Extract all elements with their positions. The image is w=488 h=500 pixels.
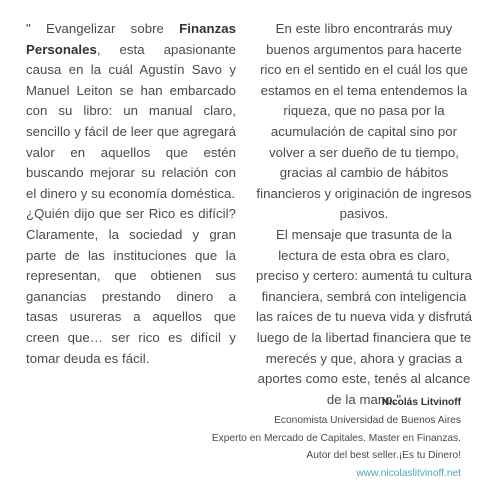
author-credential-3: Autor del best seller.¡Es tu Dinero!: [306, 450, 461, 462]
left-paragraph-2: ¿Quién dijo que ser Rico es difícil? Claramente, la sociedad y gran parte de las instituciones que la representan, que obtienen sus ganancias prestando dinero a tasas usureras a aquellos que creen que… ser rico es difícil y tomar deuda es fácil.: [26, 206, 236, 366]
author-credential-1: Economista Universidad de Buenos Aires: [274, 414, 461, 426]
bold-phrase: Finanzas Personales: [26, 21, 236, 57]
right-paragraph-1: En este libro encontrarás muy buenos argumentos para hacerte rico en el sentido en el cuál los que estamos en el tema entendemos la riqueza, que no pasa por la acumulación de capital sino por volver a ser dueño de tu tiempo, gracias al cambio de hábitos financieros y originación de ingresos pasivos.: [256, 21, 472, 222]
author-name: Nicolás Litvinoff: [381, 397, 461, 408]
right-paragraph-2: El mensaje que trasunta de la lectura de esta obra es claro, preciso y certero: aumentá tu cultura financiera, sembrá con inteligencia las raíces de tu nueva vida y disfrutá luego de la libertad financiera que te merecés y que, ahora y gracias a aportes como este, tenés al alcance de la mano.": [256, 226, 472, 407]
right-column: [256, 19, 472, 410]
left-column: [26, 19, 236, 369]
left-paragraph-1-rest: , esta apasionante causa en la cuál Agustín Savo y Manuel Leiton se han embarcado con su libro: un manual claro, sencillo y fácil de leer que agregará valor en aquellos que estén buscando mejorar su relación con el dinero y su economía doméstica.: [26, 41, 236, 201]
author-credential-2: Experto en Mercado de Capitales. Master en Finanzas.: [211, 432, 461, 444]
quote-open-text: " Evangelizar sobre: [26, 21, 180, 36]
signature-block: [212, 394, 461, 483]
left-paragraph-1: [26, 19, 236, 204]
author-website-link[interactable]: www.nicolaslitvinoff.net: [356, 468, 461, 480]
